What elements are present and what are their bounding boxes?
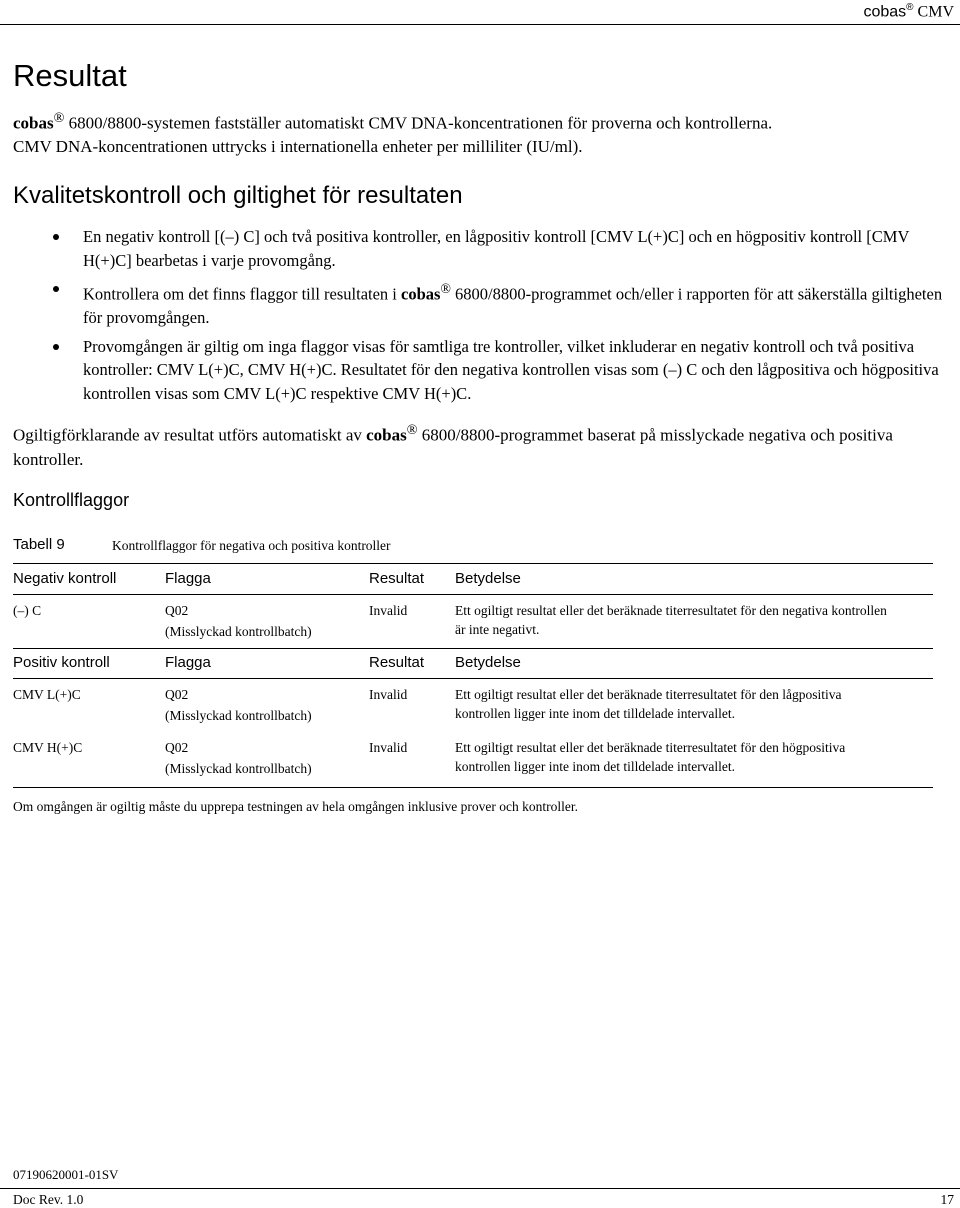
document-revision: Doc Rev. 1.0 bbox=[13, 1192, 84, 1207]
validity-bullets bbox=[13, 225, 957, 410]
table-rule bbox=[13, 678, 933, 679]
conclusion-pre: Ogiltigförklarande av resultat utförs automatiskt av bbox=[13, 425, 367, 445]
footer-rule bbox=[0, 1188, 960, 1189]
row-flag bbox=[165, 684, 312, 726]
table-rule bbox=[13, 594, 933, 595]
row-result: Invalid bbox=[369, 603, 408, 618]
header-rule bbox=[0, 24, 960, 25]
table-rule bbox=[13, 563, 933, 564]
row-flag-code: Q02 bbox=[165, 687, 189, 702]
table-rule bbox=[13, 787, 933, 788]
page-header bbox=[0, 0, 960, 25]
bullet-brand: cobas bbox=[401, 284, 441, 304]
pos-header-meaning: Betydelse bbox=[455, 654, 521, 671]
conclusion-post: 6800/8800-programmet baserat på misslyckade negativa och positiva kontroller. bbox=[13, 425, 893, 469]
page-number: 17 bbox=[940, 1192, 954, 1207]
table-caption: Kontrollflaggor för negativa och positiva kontroller bbox=[112, 538, 391, 553]
header-product: CMV bbox=[913, 3, 954, 21]
neg-header-control: Negativ kontroll bbox=[13, 570, 117, 587]
neg-header-flag: Flagga bbox=[165, 570, 211, 587]
bullet-dot-icon bbox=[53, 286, 59, 292]
bullet-text-pre: Kontrollera om det finns flaggor till resultaten i bbox=[83, 284, 402, 304]
row-control: (–) C bbox=[13, 603, 42, 618]
bullet-item bbox=[13, 335, 957, 406]
subsection-title: Kvalitetskontroll och giltighet för resultaten bbox=[13, 182, 463, 209]
row-flag-code: Q02 bbox=[165, 740, 189, 755]
row-result: Invalid bbox=[369, 687, 408, 702]
pos-header-control: Positiv kontroll bbox=[13, 654, 110, 671]
conclusion-brand: cobas bbox=[366, 425, 407, 445]
table-footnote: Om omgången är ogiltig måste du upprepa testningen av hela omgången inklusive prover och kontroller. bbox=[13, 799, 578, 814]
row-flag-note: (Misslyckad kontrollbatch) bbox=[165, 624, 312, 639]
intro-reg-mark: ® bbox=[53, 110, 65, 126]
bullet-item bbox=[13, 225, 957, 272]
neg-header-meaning: Betydelse bbox=[455, 570, 521, 587]
neg-header-result: Resultat bbox=[369, 570, 425, 587]
bullet-text: En negativ kontroll [(–) C] och två positiva kontroller, en lågpositiv kontroll [CMV L(+)C] och en högpositiv kontroll [CMV H(+)C] bearbetas i varje provomgång. bbox=[83, 227, 910, 270]
pos-header-result: Resultat bbox=[369, 654, 425, 671]
bullet-dot-icon bbox=[53, 234, 59, 240]
table-rule bbox=[13, 648, 933, 649]
row-meaning: Ett ogiltigt resultat eller det beräknade titerresultatet för den negativa kontrollen är inte negativt. bbox=[455, 603, 887, 637]
intro-paragraph bbox=[13, 107, 943, 158]
row-flag bbox=[165, 737, 312, 779]
pos-header-flag: Flagga bbox=[165, 654, 211, 671]
header-brand: cobas bbox=[863, 3, 907, 21]
row-result: Invalid bbox=[369, 740, 408, 755]
bullet-item bbox=[13, 277, 957, 330]
document-id: 07190620001-01SV bbox=[13, 1167, 119, 1182]
section-title: Resultat bbox=[13, 58, 127, 93]
bullet-reg-mark: ® bbox=[440, 281, 451, 296]
row-meaning: Ett ogiltigt resultat eller det beräknade titerresultatet för den lågpositiva kontrollen ligger inte inom det tilldelade intervallet. bbox=[455, 687, 842, 721]
row-control: CMV L(+)C bbox=[13, 687, 81, 702]
intro-line2: CMV DNA-koncentrationen uttrycks i internationella enheter per milliliter (IU/ml). bbox=[13, 136, 583, 156]
row-meaning: Ett ogiltigt resultat eller det beräknade titerresultatet för den högpositiva kontrollen ligger inte inom det tilldelade intervallet. bbox=[455, 740, 846, 774]
header-reg-mark: ® bbox=[906, 2, 914, 13]
row-flag bbox=[165, 600, 312, 642]
bullet-dot-icon bbox=[53, 344, 59, 350]
conclusion-paragraph bbox=[13, 418, 948, 472]
intro-line1: 6800/8800-systemen fastställer automatiskt CMV DNA-koncentrationen för proverna och kontrollerna. bbox=[64, 113, 773, 133]
table-label: Tabell 9 bbox=[13, 536, 65, 553]
row-flag-note: (Misslyckad kontrollbatch) bbox=[165, 708, 312, 723]
bullet-text: Provomgången är giltig om inga flaggor visas för samtliga tre kontroller, vilket inkluderar en negativ kontroll och två positiva kontroller: CMV L(+)C, CMV H(+)C. Resultatet för den negativa kontrollen visas som (–) C och den lågpositiva och högpositiva kontrollen visas som CMV L(+)C respektive CMV H(+)C. bbox=[83, 336, 939, 403]
bullet-text-post: 6800/8800-programmet och/eller i rapporten för att säkerställa giltigheten för provomgången. bbox=[83, 284, 943, 327]
row-control: CMV H(+)C bbox=[13, 740, 83, 755]
flags-title: Kontrollflaggor bbox=[13, 490, 130, 510]
row-flag-note: (Misslyckad kontrollbatch) bbox=[165, 761, 312, 776]
intro-brand: cobas bbox=[13, 113, 54, 133]
header-title bbox=[863, 2, 954, 21]
conclusion-reg-mark: ® bbox=[406, 422, 418, 438]
row-flag-code: Q02 bbox=[165, 603, 189, 618]
